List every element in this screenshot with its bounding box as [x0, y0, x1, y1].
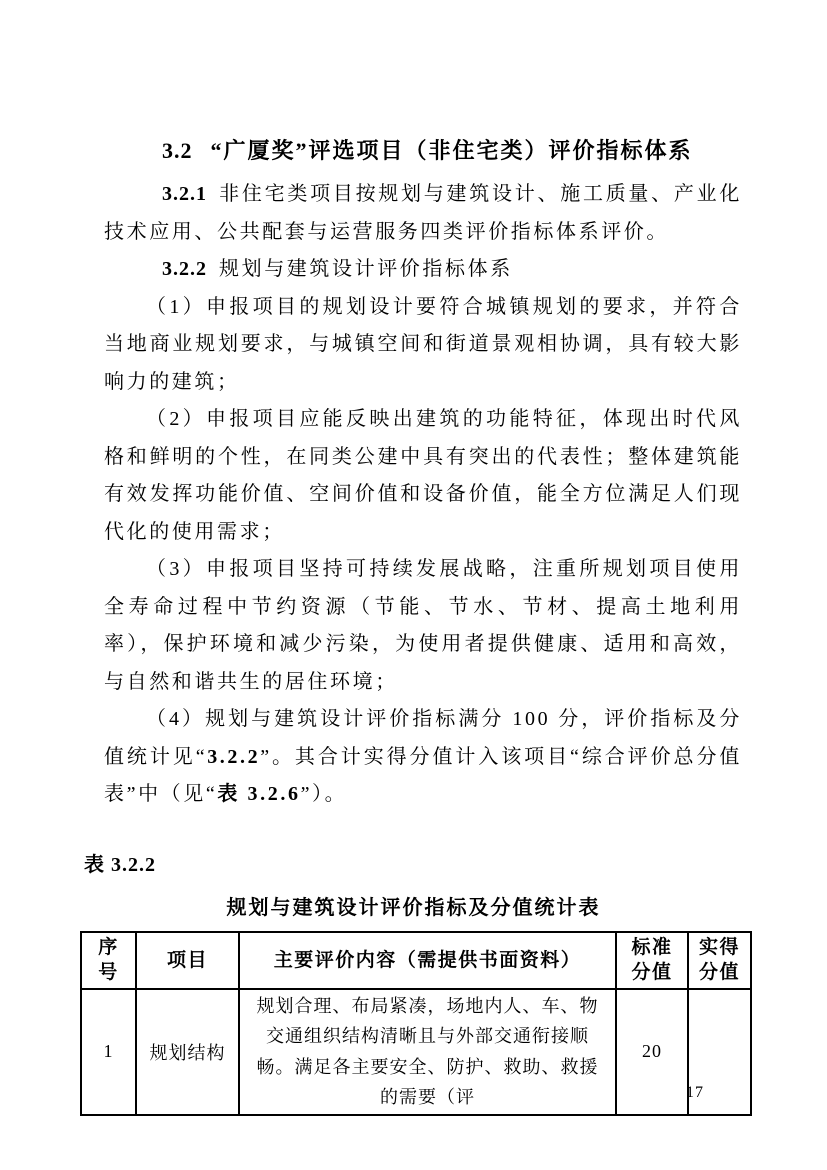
table-title: 规划与建筑设计评价指标及分值统计表 — [226, 896, 601, 919]
list-item-4 — [104, 701, 742, 814]
section-heading-number: 3.2 — [162, 138, 193, 163]
page-number: 17 — [686, 1084, 704, 1101]
paragraph-3-2-2 — [104, 251, 742, 289]
cell-evaluation-content: 规划合理、布局紧凑，场地内人、车、物交通组织结构清晰且与外部交通衔接顺畅。满足各主要安全、防护、救助、救援的需要（评 — [239, 989, 616, 1115]
evaluation-criteria-table — [80, 931, 752, 1116]
list-item-1 — [104, 289, 742, 402]
text-column — [104, 136, 742, 814]
cell-item-name: 规划结构 — [136, 989, 239, 1115]
list-item-4-ref-322: 3.2.2 — [207, 745, 261, 768]
list-item-2-text: （2）申报项目应能反映出建筑的功能特征，体现出时代风格和鲜明的个性，在同类公建中具有突出的代表性；整体建筑能有效发挥功能价值、空间价值和设备价值，能全方位满足人们现代化的使用需求； — [104, 408, 742, 543]
section-heading-title: “广厦奖”评选项目（非住宅类）评价指标体系 — [210, 138, 693, 163]
list-item-3-text: （3）申报项目坚持可持续发展战略，注重所规划项目使用全寿命过程中节约资源（节能、节水、节材、提高土地利用率），保护环境和减少污染，为使用者提供健康、适用和高效，与自然和谐共生的居住环境； — [104, 558, 742, 693]
column-header-actual-score: 实得分值 — [688, 932, 751, 989]
paragraph-3-2-2-text: 规划与建筑设计评价指标体系 — [219, 258, 513, 280]
column-header-content: 主要评价内容（需提供书面资料） — [239, 932, 616, 989]
list-item-4-text-part2: ”。其合计实得分值计入该项目“综合评价总分值表”中（见“ — [104, 745, 742, 805]
cell-row-no: 1 — [81, 989, 136, 1115]
list-item-3 — [104, 551, 742, 701]
cell-standard-score: 20 — [616, 989, 688, 1115]
column-header-standard-score: 标准分值 — [616, 932, 688, 989]
list-item-4-ref-table-326: 表 3.2.6 — [217, 783, 301, 805]
paragraph-3-2-1-number: 3.2.1 — [162, 183, 207, 205]
table-header-row — [81, 932, 751, 989]
section-heading — [104, 136, 742, 166]
list-item-4-text-part3: ”）。 — [300, 783, 348, 805]
paragraph-3-2-1 — [104, 176, 742, 251]
paragraph-3-2-2-number: 3.2.2 — [162, 258, 207, 280]
list-item-2 — [104, 401, 742, 551]
column-header-no: 序号 — [81, 932, 136, 989]
paragraph-3-2-1-text: 非住宅类项目按规划与建筑设计、施工质量、产业化技术应用、公共配套与运营服务四类评价指标体系评价。 — [104, 183, 742, 243]
column-header-item: 项目 — [136, 932, 239, 989]
table-label: 表 3.2.2 — [84, 853, 156, 876]
list-item-1-text: （1）申报项目的规划设计要符合城镇规划的要求，并符合当地商业规划要求，与城镇空间和街道景观相协调，具有较大影响力的建筑； — [104, 295, 742, 393]
list-item-4-text-part1: （4）规划与建筑设计评价指标满分 100 分，评价指标及分值统计见“ — [104, 708, 742, 768]
table-row — [81, 989, 751, 1115]
